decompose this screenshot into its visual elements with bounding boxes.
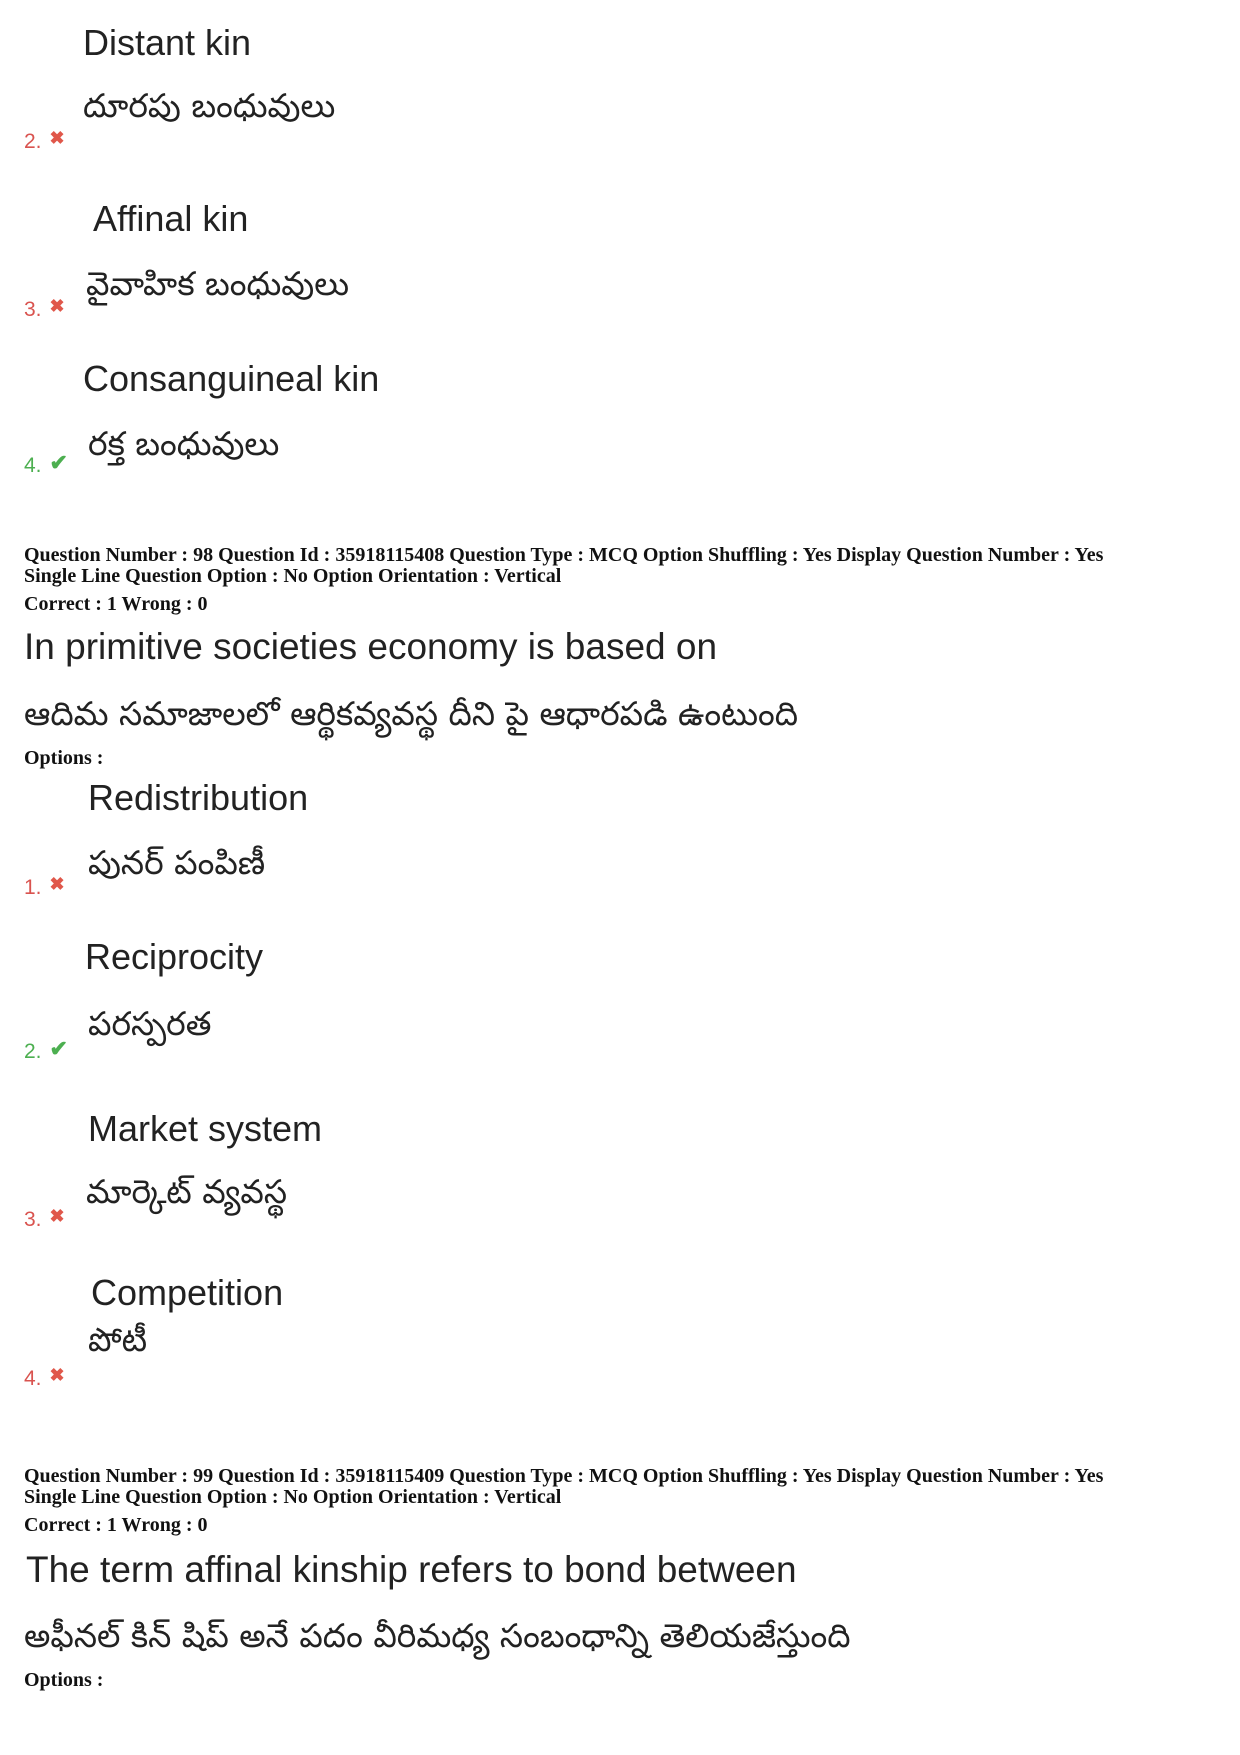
option-number: 3.: [24, 298, 42, 321]
option-3-english: Consanguineal kin: [83, 358, 380, 399]
q98-option-1-telugu: పునర్ పంపిణీ: [88, 843, 266, 882]
q99-meta-line2: Single Line Question Option : No Option Orientation : Vertical: [24, 1486, 562, 1508]
wrong-icon: ✖: [49, 1206, 65, 1226]
q98-option-4-marker: [24, 1365, 65, 1391]
q98-option-2-english: Reciprocity: [85, 936, 264, 977]
correct-check-icon: ✔: [49, 1036, 68, 1061]
wrong-icon: ✖: [49, 874, 65, 894]
option-number: 2.: [24, 130, 42, 153]
q98-question-english: In primitive societies economy is based on: [24, 626, 718, 667]
q98-option-4-english: Competition: [91, 1272, 284, 1313]
q99-question-english: The term affinal kinship refers to bond between: [26, 1549, 797, 1590]
correct-check-icon: ✔: [49, 450, 68, 475]
option-2-marker: [24, 128, 65, 154]
option-number: 4.: [24, 454, 42, 477]
q99-meta-line1: Question Number : 99 Question Id : 35918115409 Question Type : MCQ Option Shuffling : Yes Display Question Number : Yes: [24, 1465, 1104, 1487]
option-1-telugu: దూరపు బంధువులు: [83, 86, 336, 125]
option-1-english: Distant kin: [83, 22, 252, 63]
option-3-telugu: రక్త బంధువులు: [88, 424, 280, 463]
option-2-english: Affinal kin: [93, 198, 249, 239]
q98-option-3-telugu: మార్కెట్ వ్యవస్థ: [86, 1172, 288, 1211]
option-3-marker: [24, 296, 65, 322]
option-4-marker: [24, 450, 68, 478]
q98-meta-line1: Question Number : 98 Question Id : 35918115408 Question Type : MCQ Option Shuffling : Yes Display Question Number : Yes: [24, 544, 1104, 566]
q98-option-3-marker: [24, 1206, 65, 1232]
option-number: 4.: [24, 1367, 42, 1390]
q99-score: Correct : 1 Wrong : 0: [24, 1514, 208, 1536]
wrong-icon: ✖: [49, 128, 65, 148]
option-number: 3.: [24, 1208, 42, 1231]
q98-option-2-marker: [24, 1036, 68, 1064]
q98-option-2-telugu: పరస్పరత: [88, 1004, 212, 1043]
q98-meta-line2: Single Line Question Option : No Option Orientation : Vertical: [24, 565, 562, 587]
option-number: 1.: [24, 876, 42, 899]
q99-question-telugu: అఫీనల్ కిన్ షిప్ అనే పదం వీరిమధ్య సంబంధాన్ని తెలియజేస్తుంది: [24, 1616, 851, 1655]
option-2-telugu: వైవాహిక బంధువులు: [86, 264, 350, 303]
q98-option-3-english: Market system: [88, 1108, 323, 1149]
q98-question-telugu: ఆదిమ సమాజాలలో ఆర్థికవ్యవస్థ దీని పై ఆధారపడి ఉంటుంది: [24, 694, 799, 733]
q98-option-4-telugu: పోటీ: [88, 1320, 148, 1359]
wrong-icon: ✖: [49, 1365, 65, 1385]
q98-option-1-marker: [24, 874, 65, 900]
wrong-icon: ✖: [49, 296, 65, 316]
option-number: 2.: [24, 1040, 42, 1063]
q98-options-label: Options :: [24, 747, 104, 769]
q98-option-1-english: Redistribution: [88, 777, 309, 818]
q99-options-label: Options :: [24, 1669, 104, 1691]
q98-score: Correct : 1 Wrong : 0: [24, 593, 208, 615]
